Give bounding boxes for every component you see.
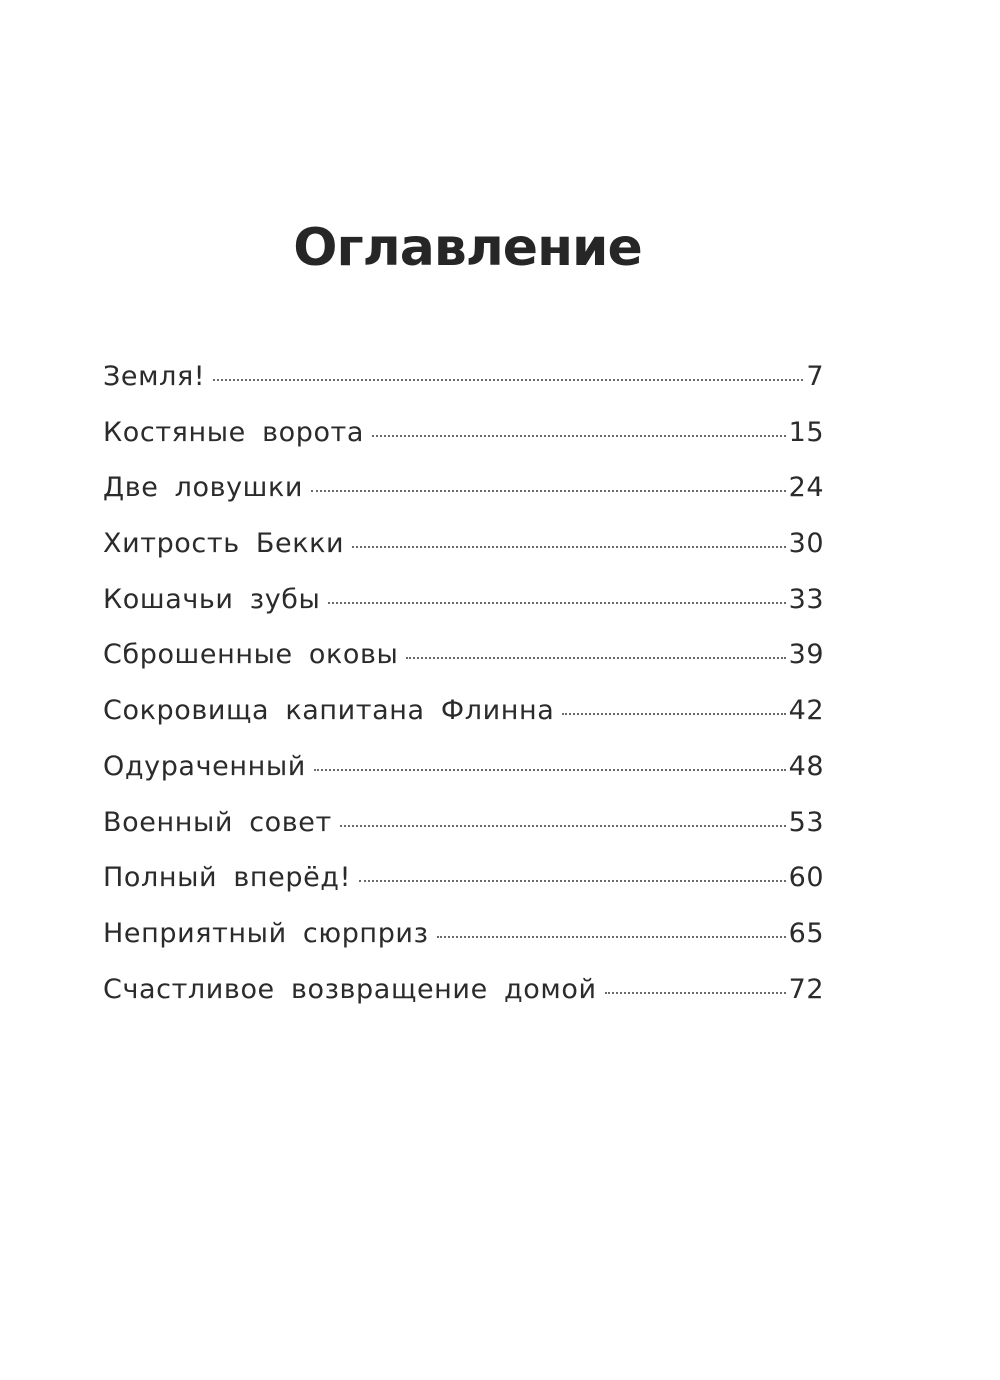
toc-entry-title: Сброшенные оковы bbox=[103, 639, 399, 671]
toc-entry-title: Военный совет bbox=[103, 806, 332, 838]
toc-entry bbox=[103, 745, 824, 801]
toc-entry-page: 15 bbox=[788, 416, 824, 448]
toc-entry-page: 65 bbox=[788, 917, 824, 949]
toc-entry bbox=[103, 912, 824, 968]
toc-entry bbox=[103, 411, 824, 467]
toc-entry bbox=[103, 355, 824, 411]
dot-leader bbox=[372, 435, 786, 437]
dot-leader bbox=[352, 546, 785, 548]
dot-leader bbox=[213, 379, 803, 381]
toc-entry bbox=[103, 633, 824, 689]
toc-entry-page: 7 bbox=[806, 361, 824, 392]
toc-entry bbox=[103, 522, 824, 578]
toc-entry-title: Хитрость Бекки bbox=[103, 528, 345, 560]
toc-entry-page: 42 bbox=[788, 695, 824, 727]
dot-leader bbox=[328, 602, 785, 604]
toc-entry-page: 30 bbox=[788, 528, 824, 560]
toc-entry-page: 24 bbox=[788, 472, 824, 504]
toc-entry-title: Сокровища капитана Флинна bbox=[103, 695, 555, 727]
dot-leader bbox=[311, 490, 786, 492]
dot-leader bbox=[359, 880, 786, 882]
toc-entry-title: Земля! bbox=[103, 361, 206, 392]
toc-entry-title: Кошачьи зубы bbox=[103, 583, 321, 615]
table-of-contents bbox=[103, 355, 824, 1023]
dot-leader bbox=[406, 657, 785, 659]
dot-leader bbox=[437, 936, 786, 938]
toc-entry-page: 72 bbox=[788, 973, 824, 1005]
dot-leader bbox=[314, 769, 786, 771]
toc-entry-title: Полный вперёд! bbox=[103, 862, 351, 894]
dot-leader bbox=[605, 992, 786, 994]
toc-entry-title: Одураченный bbox=[103, 750, 306, 782]
toc-entry-title: Две ловушки bbox=[103, 472, 304, 504]
toc-entry bbox=[103, 578, 824, 634]
toc-entry-title: Костяные ворота bbox=[103, 416, 365, 448]
toc-entry-title: Счастливое возвращение домой bbox=[103, 973, 597, 1005]
dot-leader bbox=[562, 713, 785, 715]
toc-entry bbox=[103, 801, 824, 857]
toc-entry-page: 60 bbox=[788, 862, 824, 894]
toc-entry bbox=[103, 856, 824, 912]
dot-leader bbox=[340, 825, 786, 827]
page-title: Оглавление bbox=[293, 218, 642, 278]
toc-entry-page: 39 bbox=[788, 639, 824, 671]
toc-entry-title: Неприятный сюрприз bbox=[103, 917, 429, 949]
toc-entry-page: 33 bbox=[788, 583, 824, 615]
toc-entry bbox=[103, 689, 824, 745]
toc-entry-page: 53 bbox=[788, 806, 824, 838]
toc-entry bbox=[103, 466, 824, 522]
toc-entry bbox=[103, 968, 824, 1024]
toc-entry-page: 48 bbox=[788, 750, 824, 782]
